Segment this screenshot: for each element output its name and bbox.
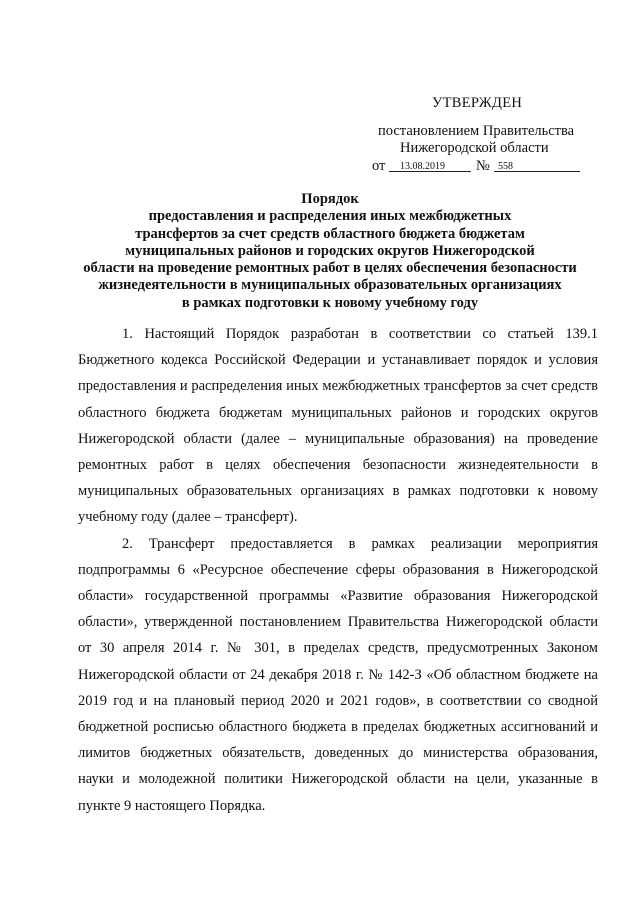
title-line: в рамках подготовки к новому учебному году	[181, 294, 479, 311]
title-line: предоставления и распределения иных межбюджетных	[148, 208, 512, 225]
approval-line-1: постановлением Правительства	[378, 123, 575, 139]
approval-line-2: Нижегородской области	[400, 140, 549, 156]
title-line: муниципальных районов и городских округов Нижегородской	[125, 242, 535, 259]
title-line: области на проведение ремонтных работ в целях обеспечения безопасности	[83, 260, 577, 277]
document-title	[60, 191, 600, 312]
approval-date: 13.08.2019	[400, 161, 445, 172]
approval-stamp: УТВЕРЖДЕН	[432, 95, 523, 111]
approval-date-number-line	[372, 157, 602, 175]
document-body	[78, 321, 598, 819]
date-prefix: от	[372, 158, 386, 174]
approval-number: 558	[498, 161, 513, 172]
title-line: Порядок	[301, 191, 359, 207]
paragraph-1: 1. Настоящий Порядок разработан в соответствии со статьей 139.1 Бюджетного кодекса Российской Федерации и устанавливает порядок и условия предоставления и распределения иных межбюджетных трансфертов за счет средств областного бюджета бюджетам муниципальных районов и городских округов Нижегородской области (далее – муниципальные образования) на проведение ремонтных работ в целях обеспечения безопасности жизнедеятельности в муниципальных образовательных организациях в рамках подготовки к новому учебному году (далее – трансферт).	[78, 326, 598, 526]
title-line: трансфертов за счет средств областного бюджета бюджетам	[135, 225, 525, 242]
title-line: жизнедеятельности в муниципальных образовательных организациях	[98, 277, 562, 294]
number-prefix: №	[476, 158, 490, 174]
paragraph-2: 2. Трансферт предоставляется в рамках реализации мероприятия подпрограммы 6 «Ресурсное обеспечение сферы образования в Нижегородской области» государственной программы «Развитие образования Нижегородской области», утвержденной постановлением Правительства Нижегородской области от 30 апреля 2014 г. № 301, в пределах средств, предусмотренных Законом Нижегородской области от 24 декабря 2018 г. № 142-З «Об областном бюджете на 2019 год и на плановый период 2020 и 2021 годов», в соответствии со сводной бюджетной росписью областного бюджета в пределах бюджетных ассигнований и лимитов бюджетных обязательств, доведенных до министерства образования, науки и молодежной политики Нижегородской области на цели, указанные в пункте 9 настоящего Порядка.	[78, 535, 598, 814]
